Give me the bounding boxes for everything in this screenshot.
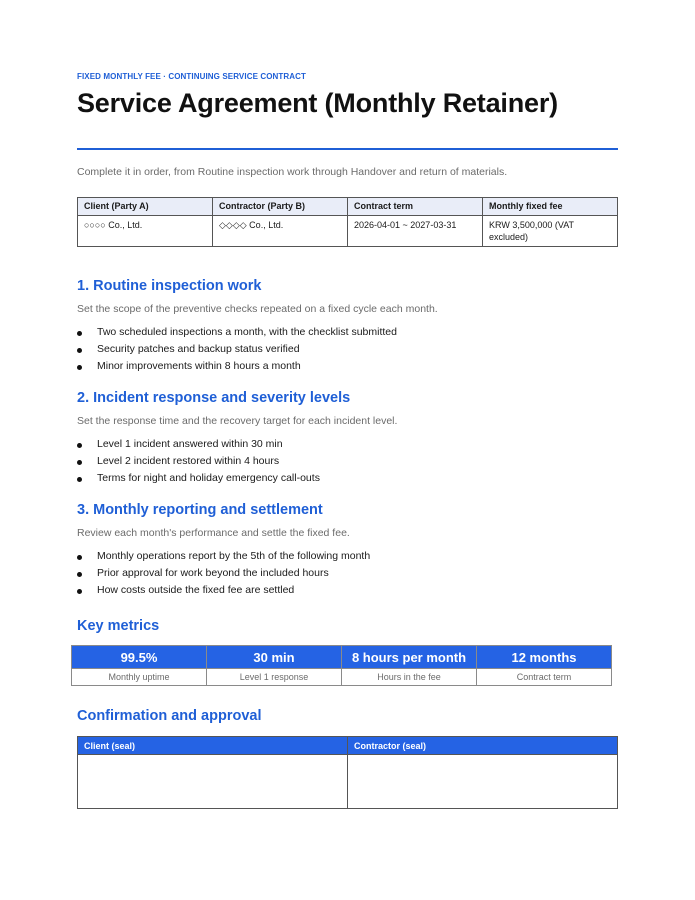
info-value-fee: KRW 3,500,000 (VAT excluded) [483,216,618,247]
list-item [77,341,618,358]
list-item-text: Two scheduled inspections a month, with the checklist submitted [97,326,397,338]
section-heading: 2. Incident response and severity levels [77,390,351,406]
contract-info-table [77,197,618,247]
bullet-icon [77,460,82,465]
list-item [77,470,618,487]
info-header-term: Contract term [348,198,483,216]
list-item [77,453,618,470]
list-item-text: Level 1 incident answered within 30 min [97,438,283,450]
approval-table [77,736,618,809]
info-header-client: Client (Party A) [78,198,213,216]
approval-signature-row [78,755,618,809]
approval-header-client: Client (seal) [78,737,348,755]
metric-value-term: 12 months [477,646,612,669]
list-item [77,565,618,582]
metric-label-response: Level 1 response [207,669,342,686]
list-item-text: Monthly operations report by the 5th of the following month [97,550,371,562]
info-value-row [78,216,618,247]
approval-header-row [78,737,618,755]
list-item [77,358,618,375]
info-header-row [78,198,618,216]
bullet-icon [77,443,82,448]
intro-text: Complete it in order, from Routine inspection work through Handover and return of materials. [77,166,508,178]
info-value-client: ○○○○ Co., Ltd. [78,216,213,247]
document-eyebrow: FIXED MONTHLY FEE · CONTINUING SERVICE CONTRACT [77,72,307,81]
metric-label-uptime: Monthly uptime [72,669,207,686]
title-divider [77,148,618,150]
section-description: Review each month's performance and settle the fixed fee. [77,527,350,539]
section-heading: 1. Routine inspection work [77,278,262,294]
bullet-icon [77,572,82,577]
section-incident-response [77,390,618,487]
section-description: Set the scope of the preventive checks repeated on a fixed cycle each month. [77,303,438,315]
section-list [77,436,618,487]
document-title: Service Agreement (Monthly Retainer) [77,88,558,118]
metric-value-response: 30 min [207,646,342,669]
section-list [77,548,618,599]
metric-label-hours: Hours in the fee [342,669,477,686]
metric-value-uptime: 99.5% [72,646,207,669]
list-item-text: Minor improvements within 8 hours a month [97,360,301,372]
metrics-label-row [72,669,612,686]
bullet-icon [77,477,82,482]
list-item-text: Level 2 incident restored within 4 hours [97,455,280,467]
info-value-contractor: ◇◇◇◇ Co., Ltd. [213,216,348,247]
section-routine-inspection [77,278,618,375]
section-heading: 3. Monthly reporting and settlement [77,502,323,518]
metrics-table [71,645,612,686]
metrics-section [77,618,618,634]
list-item-text: Prior approval for work beyond the included hours [97,567,329,579]
list-item-text: Security patches and backup status verified [97,343,300,355]
list-item [77,436,618,453]
metrics-heading: Key metrics [77,618,160,634]
info-value-term: 2026-04-01 ~ 2027-03-31 [348,216,483,247]
info-header-fee: Monthly fixed fee [483,198,618,216]
section-description: Set the response time and the recovery target for each incident level. [77,415,398,427]
metric-label-term: Contract term [477,669,612,686]
section-monthly-reporting [77,502,618,599]
list-item-text: Terms for night and holiday emergency call-outs [97,472,320,484]
approval-header-contractor: Contractor (seal) [348,737,618,755]
list-item [77,324,618,341]
contractor-signature-box[interactable] [348,755,618,809]
section-list [77,324,618,375]
bullet-icon [77,331,82,336]
metrics-value-row [72,646,612,669]
bullet-icon [77,365,82,370]
bullet-icon [77,348,82,353]
bullet-icon [77,589,82,594]
list-item-text: How costs outside the fixed fee are settled [97,584,295,596]
approval-heading: Confirmation and approval [77,708,262,724]
bullet-icon [77,555,82,560]
list-item [77,548,618,565]
client-signature-box[interactable] [78,755,348,809]
metric-value-hours: 8 hours per month [342,646,477,669]
approval-section [77,708,618,724]
list-item [77,582,618,599]
info-header-contractor: Contractor (Party B) [213,198,348,216]
